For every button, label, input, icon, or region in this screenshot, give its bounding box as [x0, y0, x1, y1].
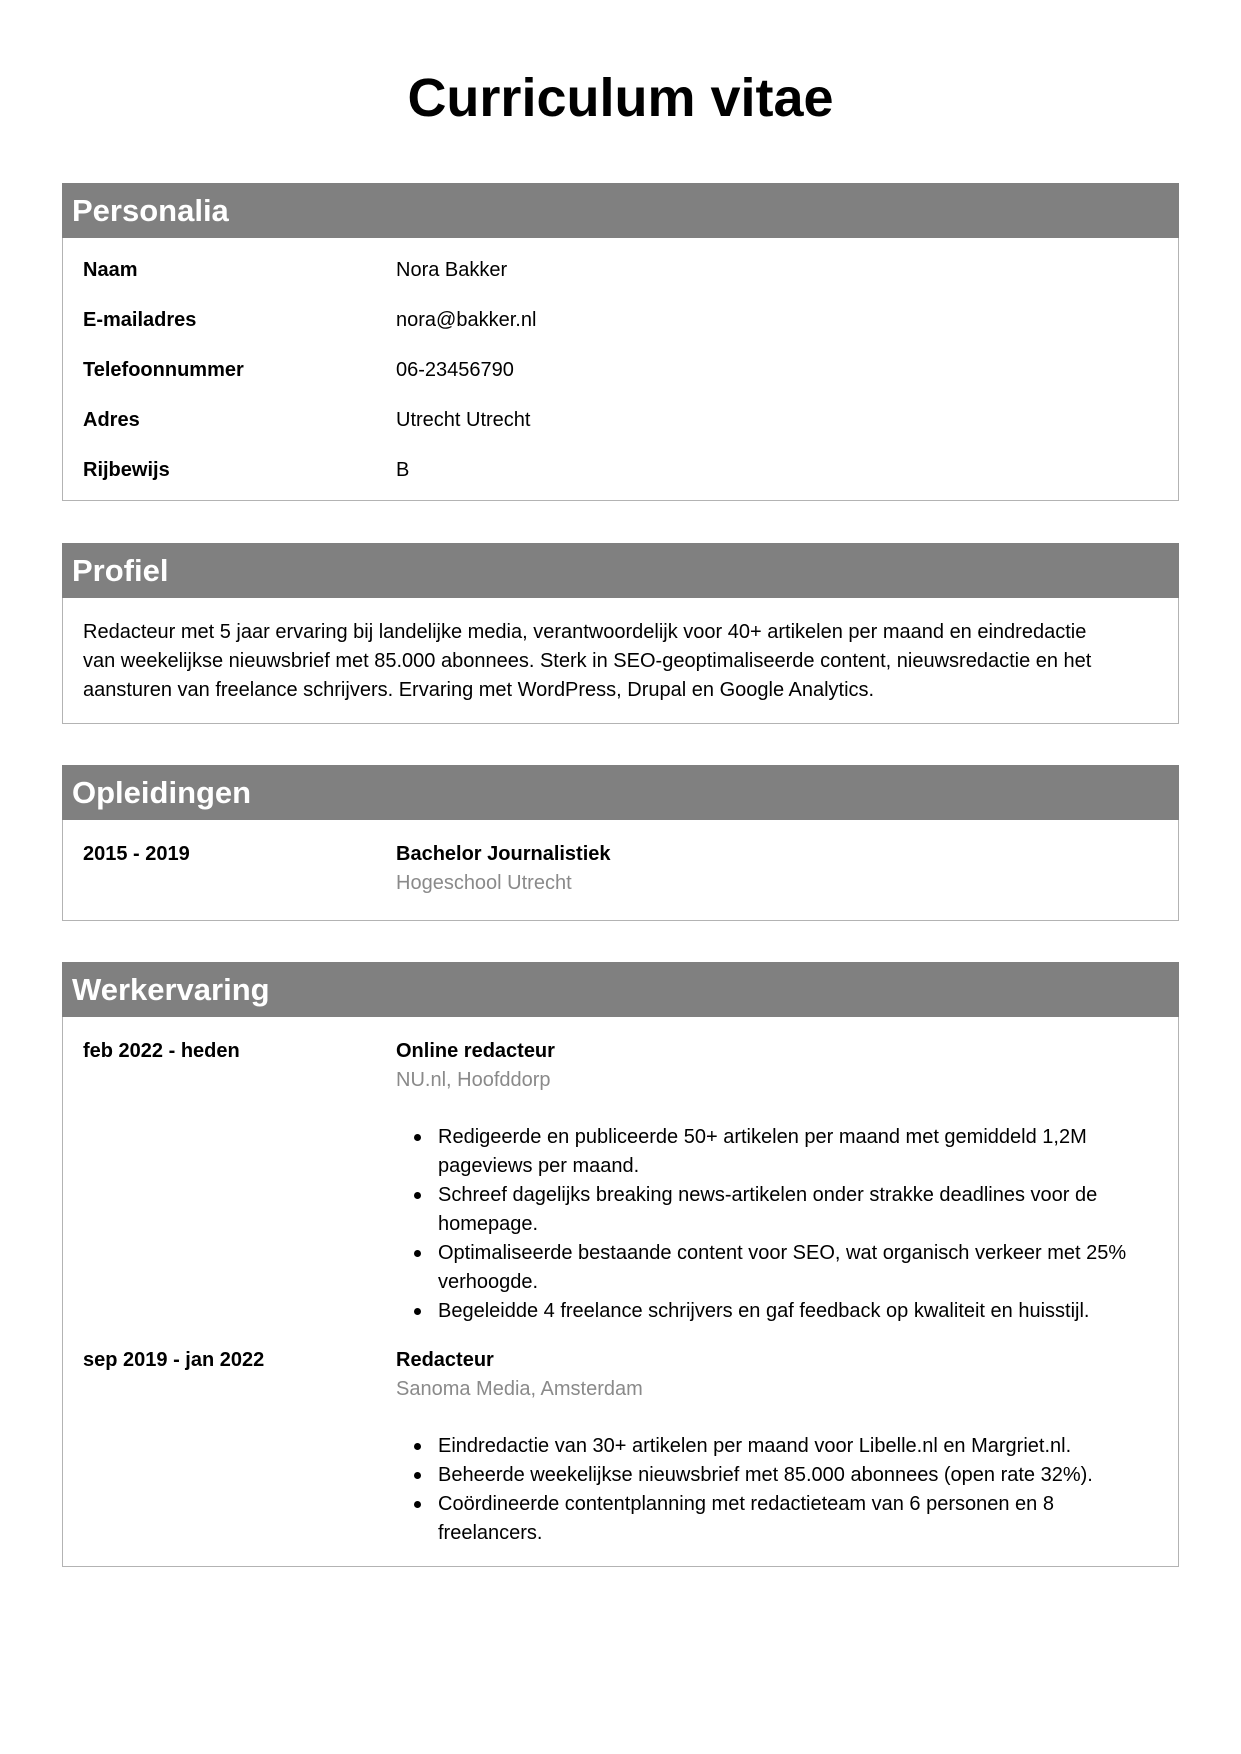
personalia-value: 06-23456790 — [396, 359, 514, 381]
education-details — [396, 840, 1158, 898]
job-bullet-list — [396, 1123, 1158, 1326]
personalia-label: Naam — [83, 259, 138, 281]
personalia-value: nora@bakker.nl — [396, 309, 537, 331]
document-title: Curriculum vitae — [407, 68, 834, 128]
section-personalia — [62, 183, 1179, 501]
job-bullet — [438, 1181, 1158, 1239]
job-bullet — [438, 1123, 1158, 1181]
personalia-label: E-mailadres — [83, 309, 197, 331]
bullet-line: Optimaliseerde bestaande content voor SEO, wat organisch verkeer met 25% — [438, 1242, 1127, 1264]
personalia-label: Rijbewijs — [83, 459, 170, 481]
bullet-line: Redigeerde en publiceerde 50+ artikelen per maand met gemiddeld 1,2M — [438, 1126, 1087, 1148]
job-bullet — [438, 1239, 1158, 1297]
bullet-line: Eindredactie van 30+ artikelen per maand voor Libelle.nl en Margriet.nl. — [438, 1435, 1072, 1457]
section-heading-opleidingen: Opleidingen — [62, 765, 1179, 820]
section-werkervaring — [62, 962, 1179, 1567]
personalia-row-telefoon — [83, 358, 1158, 382]
job-bullet — [438, 1490, 1158, 1548]
personalia-label: Telefoonnummer — [83, 359, 244, 381]
bullet-dot-icon — [414, 1501, 421, 1508]
bullet-dot-icon — [414, 1443, 421, 1450]
bullet-line: freelancers. — [438, 1522, 543, 1544]
werkervaring-body — [63, 1017, 1178, 1566]
bullet-line: homepage. — [438, 1213, 539, 1235]
personalia-row-naam — [83, 258, 1158, 282]
opleidingen-body — [63, 820, 1178, 920]
education-title: Bachelor Journalistiek — [396, 843, 611, 865]
bullet-line: Beheerde weekelijkse nieuwsbrief met 85.000 abonnees (open rate 32%). — [438, 1464, 1093, 1486]
bullet-line: Begeleidde 4 freelance schrijvers en gaf feedback op kwaliteit en huisstijl. — [438, 1300, 1090, 1322]
job-details — [396, 1346, 1158, 1548]
job-entry — [83, 1037, 1158, 1326]
personalia-body — [63, 238, 1178, 500]
profile-paragraph — [83, 618, 1158, 705]
section-opleidingen — [62, 765, 1179, 921]
section-heading-werkervaring: Werkervaring — [62, 962, 1179, 1017]
job-employer: Sanoma Media, Amsterdam — [396, 1378, 643, 1400]
profile-line: Redacteur met 5 jaar ervaring bij landelijke media, verantwoordelijk voor 40+ artikelen per maand en eindredactie — [83, 621, 1087, 643]
section-heading-personalia: Personalia — [62, 183, 1179, 238]
bullet-line: pageviews per maand. — [438, 1155, 640, 1177]
bullet-dot-icon — [414, 1192, 421, 1199]
profile-line: van weekelijkse nieuwsbrief met 85.000 abonnees. Sterk in SEO-geoptimaliseerde content, nieuwsredactie en het — [83, 650, 1092, 672]
education-period: 2015 - 2019 — [83, 843, 190, 865]
job-bullet — [438, 1297, 1158, 1326]
job-bullet — [438, 1432, 1158, 1461]
bullet-line: Coördineerde contentplanning met redactieteam van 6 personen en 8 — [438, 1493, 1054, 1515]
job-period: sep 2019 - jan 2022 — [83, 1349, 265, 1371]
bullet-dot-icon — [414, 1250, 421, 1257]
job-employer: NU.nl, Hoofddorp — [396, 1069, 551, 1091]
job-period: feb 2022 - heden — [83, 1040, 240, 1062]
job-bullet — [438, 1461, 1158, 1490]
personalia-value: B — [396, 459, 410, 481]
job-title: Redacteur — [396, 1349, 494, 1371]
education-institution: Hogeschool Utrecht — [396, 872, 572, 894]
job-title: Online redacteur — [396, 1040, 555, 1062]
section-heading-profiel: Profiel — [62, 543, 1179, 598]
personalia-value: Utrecht Utrecht — [396, 409, 531, 431]
personalia-row-adres — [83, 408, 1158, 432]
bullet-line: verhoogde. — [438, 1271, 539, 1293]
profile-line: aansturen van freelance schrijvers. Ervaring met WordPress, Drupal en Google Analytics. — [83, 679, 875, 701]
bullet-dot-icon — [414, 1472, 421, 1479]
job-entry — [83, 1346, 1158, 1548]
personalia-row-rijbewijs — [83, 458, 1158, 482]
personalia-value: Nora Bakker — [396, 259, 508, 281]
bullet-line: Schreef dagelijks breaking news-artikelen onder strakke deadlines voor de — [438, 1184, 1098, 1206]
section-profiel — [62, 543, 1179, 724]
job-bullet-list — [396, 1432, 1158, 1548]
personalia-label: Adres — [83, 409, 140, 431]
personalia-row-email — [83, 308, 1158, 332]
bullet-dot-icon — [414, 1134, 421, 1141]
bullet-dot-icon — [414, 1308, 421, 1315]
profiel-body — [63, 598, 1178, 723]
job-details — [396, 1037, 1158, 1326]
education-entry — [83, 840, 1158, 898]
